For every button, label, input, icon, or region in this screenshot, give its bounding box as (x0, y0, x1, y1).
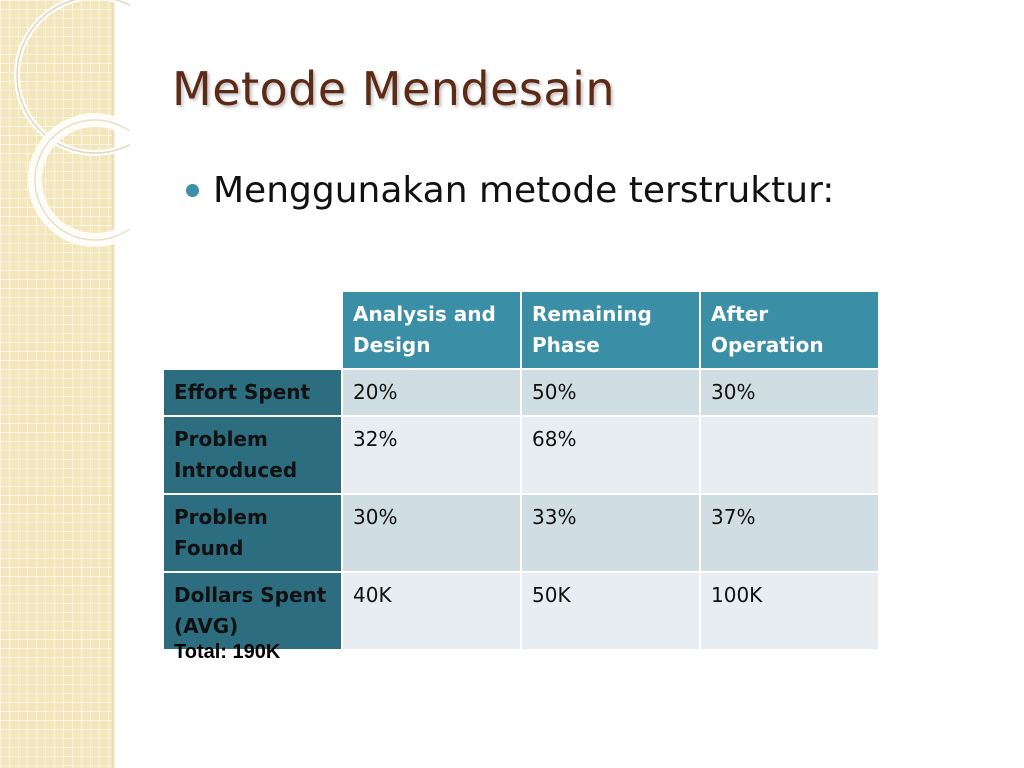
bullet-text: Menggunakan metode terstruktur: (213, 170, 835, 211)
row-header: Dollars Spent (AVG) (163, 572, 342, 650)
column-header: After Operation (700, 291, 879, 369)
table-cell: 33% (521, 494, 700, 572)
row-header: Effort Spent (163, 369, 342, 416)
small-ring-icon (35, 120, 130, 240)
bullet-item (186, 170, 834, 211)
table-cell: 37% (700, 494, 879, 572)
table-row (163, 369, 879, 416)
table-cell: 30% (700, 369, 879, 416)
table-cell (700, 416, 879, 494)
table-header-row (163, 291, 879, 369)
row-header: Problem Found (163, 494, 342, 572)
table-cell: 50% (521, 369, 700, 416)
slide-title: Metode Mendesain (172, 62, 616, 116)
column-header: Remaining Phase (521, 291, 700, 369)
table-cell: 20% (342, 369, 521, 416)
column-header: Analysis and Design (342, 291, 521, 369)
table-cell: 100K (700, 572, 879, 650)
table-cell: 30% (342, 494, 521, 572)
table-corner-cell (163, 291, 342, 369)
table-row (163, 572, 879, 650)
bullet-dot-icon (186, 184, 199, 197)
table-cell: 50K (521, 572, 700, 650)
table-row (163, 416, 879, 494)
table-cell: 68% (521, 416, 700, 494)
circle-decoration-icon (0, 0, 130, 260)
table-cell: 40K (342, 572, 521, 650)
table-cell: 32% (342, 416, 521, 494)
total-label: Total: 190K (174, 641, 281, 663)
data-table (162, 290, 880, 651)
row-header: Problem Introduced (163, 416, 342, 494)
table-row (163, 494, 879, 572)
